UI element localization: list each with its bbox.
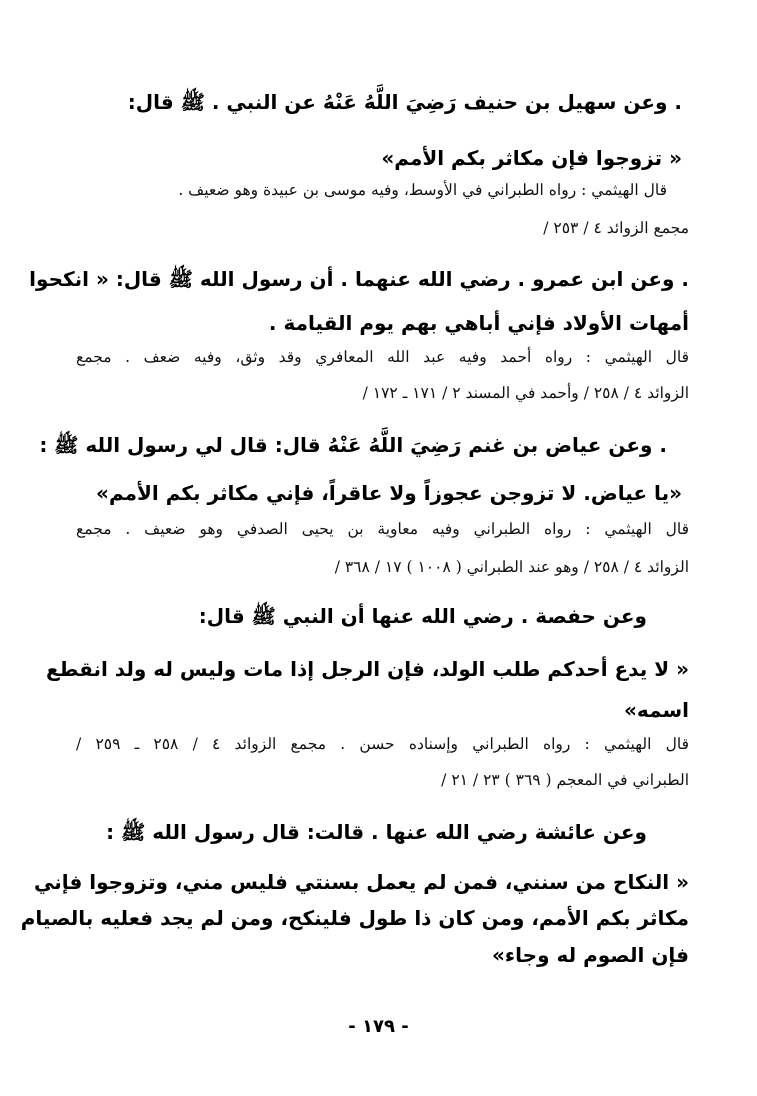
text-line: « تزوجوا فإن مكاثر بكم الأمم» [381,146,682,170]
footnote-line: قال الهيثمي : رواه الطبراني في الأوسط، وفيه موسى بن عبيدة وهو ضعيف . [178,181,667,199]
text-line: . وعن سهيل بن حنيف رَضِيَ اللَّهُ عَنْهُ عن النبي . ﷺ قال: [127,90,682,114]
footnote-line: الطبراني في المعجم ( ٣٦٩ ) ٢٣ / ٢١ / [441,771,689,789]
footnote-line: قال الهيثمي : رواه الطبراني وإسناده حسن . مجمع الزوائد ٤ / ٢٥٨ ـ ٢٥٩ / [76,735,689,753]
footnote-line: الزوائد ٤ / ٢٥٨ / وهو عند الطبراني ( ١٠٠٨ ) ١٧ / ٣٦٨ / [334,558,689,576]
text-line: «يا عياض. لا تزوجن عجوزاً ولا عاقراً، فإني مكاثر بكم الأمم» [96,481,682,505]
footnote-line: مجمع الزوائد ٤ / ٢٥٣ / [543,219,689,237]
text-line: « النكاح من سنني، فمن لم يعمل بسنتي فليس مني، وتزوجوا فإني [33,870,689,894]
footnote-line: الزوائد ٤ / ٢٥٨ / وأحمد في المسند ٢ / ١٧١ ـ ١٧٢ / [362,384,689,402]
text-line: . وعن عياض بن غنم رَضِيَ اللَّهُ عَنْهُ قال: قال لي رسول الله ﷺ : [39,433,667,457]
footnote-line: قال الهيثمي : رواه الطبراني وفيه معاوية بن يحيى الصدفي وهو ضعيف . مجمع [76,520,689,538]
page-number: - ١٧٩ - [348,1016,409,1037]
text-line: فإن الصوم له وجاء» [492,943,689,967]
text-line: اسمه» [624,698,689,722]
text-line: مكاثر بكم الأمم، ومن كان ذا طول فلينكح، ومن لم يجد فعليه بالصيام [20,906,689,930]
text-line: « لا يدع أحدكم طلب الولد، فإن الرجل إذا مات وليس له ولد انقطع [45,657,689,681]
text-line: . وعن ابن عمرو . رضي الله عنهما . أن رسول الله ﷺ قال: « انكحوا [29,267,689,291]
footnote-line: قال الهيثمي : رواه أحمد وفيه عبد الله المعافري وقد وثق، وفيه ضعف . مجمع [76,348,689,366]
text-line: أمهات الأولاد فإني أباهي بهم يوم القيامة . [268,311,689,335]
text-line: وعن حفصة . رضي الله عنها أن النبي ﷺ قال: [198,604,647,628]
text-line: وعن عائشة رضي الله عنها . قالت: قال رسول الله ﷺ : [106,820,647,844]
